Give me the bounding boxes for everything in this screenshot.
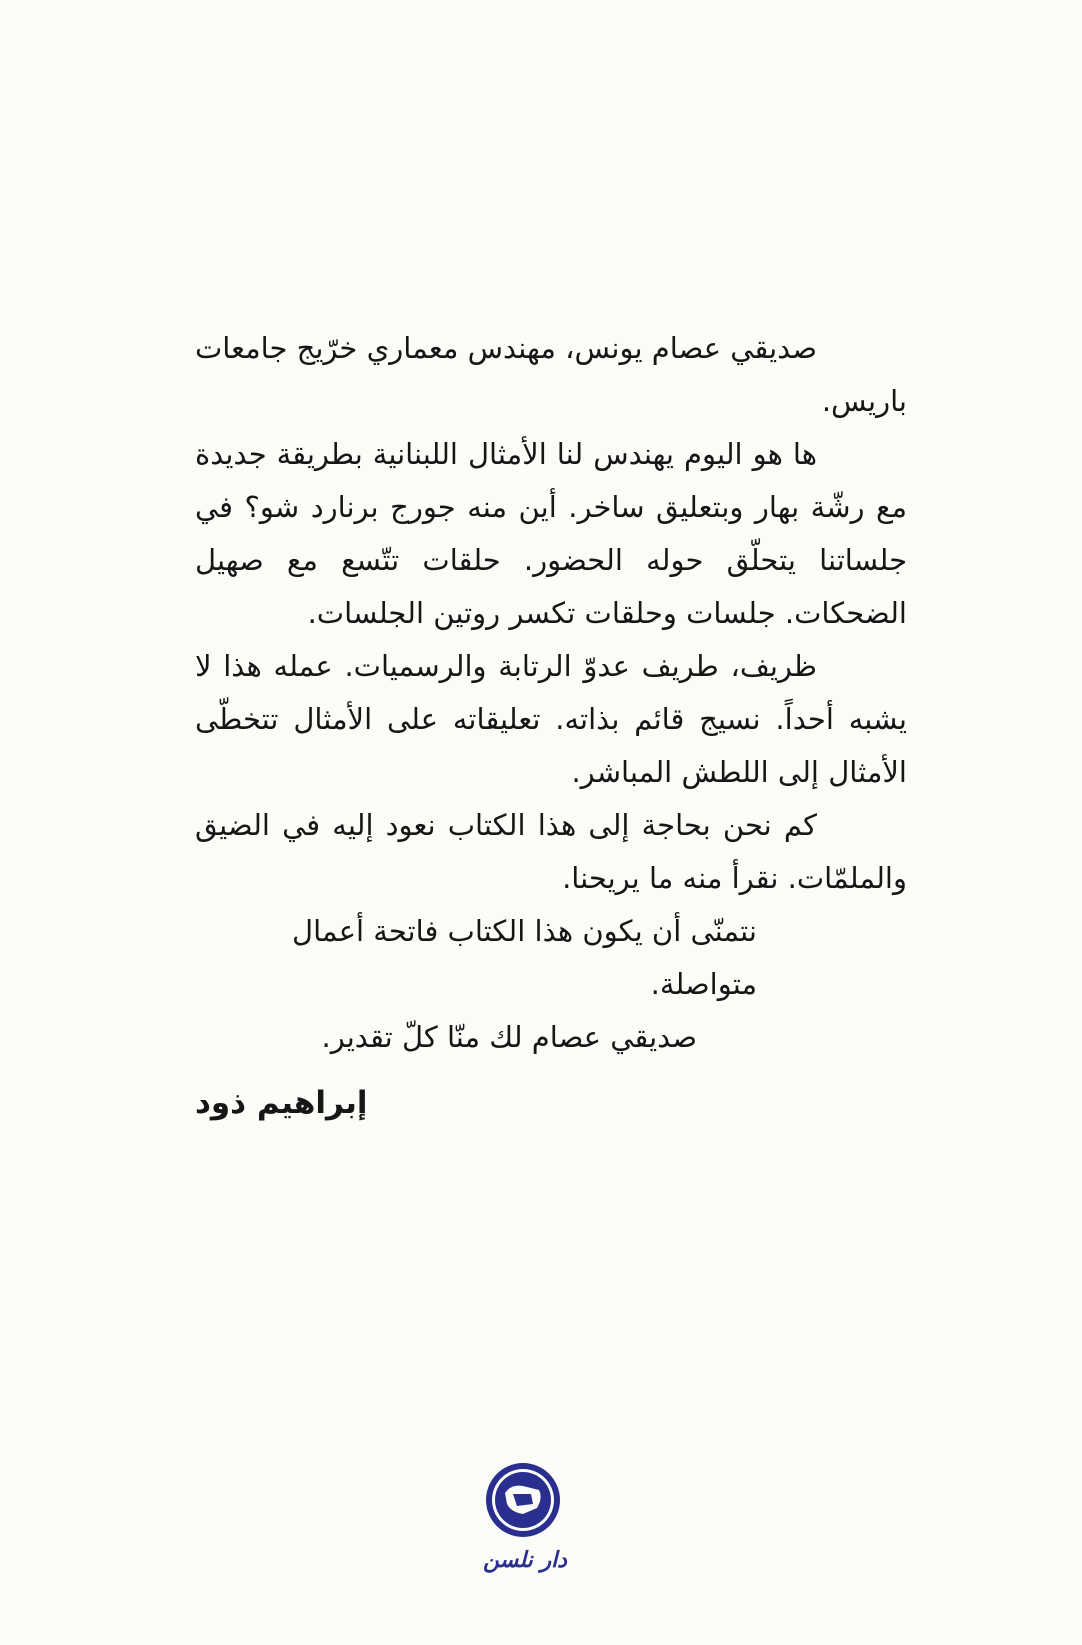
publisher-name: دار نلسن — [483, 1548, 567, 1573]
closing-line-1: نتمنّى أن يكون هذا الكتاب فاتحة أعمال متواصلة. — [292, 914, 757, 1001]
paragraph-4: كم نحن بحاجة إلى هذا الكتاب نعود إليه في الضيق والملمّات. نقرأ منه ما يريحنا. — [195, 808, 907, 895]
paragraph-2: ها هو اليوم يهندس لنا الأمثال اللبنانية بطريقة جديدة مع رشّة بهار وبتعليق ساخر. أين منه جورج برنارد شو؟ في جلساتنا يتحلّق حوله الحضور. حلقات تتّسع مع صهيل الضحكات. جلسات وحلقات تكسر روتين الجلسات. — [195, 437, 907, 630]
author-signature: إبراهيم ذود — [195, 1085, 368, 1121]
closing-line-2: صديقي عصام لك منّا كلّ تقدير. — [321, 1020, 697, 1054]
publisher-logo-icon — [483, 1460, 563, 1540]
paragraph-3: ظريف، طريف عدوّ الرتابة والرسميات. عمله هذا لا يشبه أحداً. نسيج قائم بذاته. تعليقاته على الأمثال تتخطّى الأمثال إلى اللطش المباشر. — [195, 649, 907, 789]
preface-text — [195, 322, 907, 1064]
paragraph-1: صديقي عصام يونس، مهندس معماري خرّيج جامعات باريس. — [194, 331, 907, 418]
